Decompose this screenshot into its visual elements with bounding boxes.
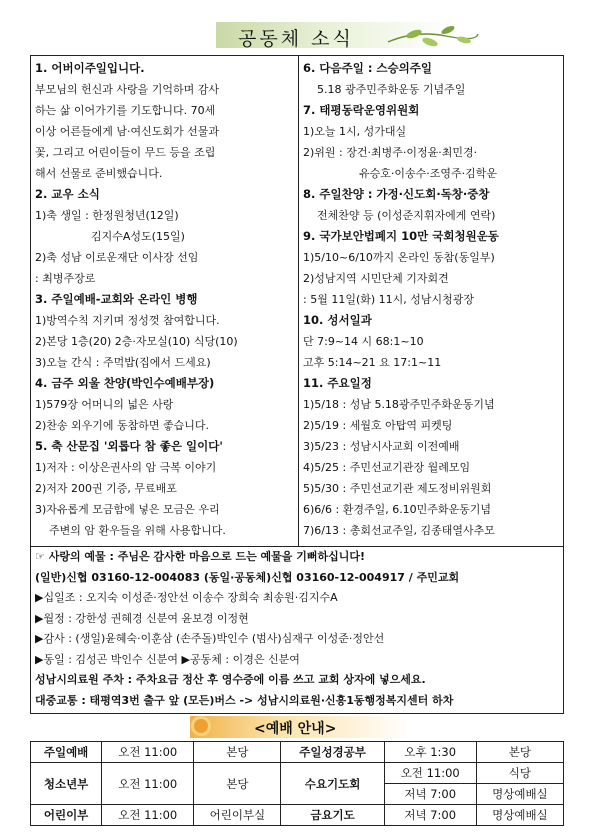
right-col-heading: 7. 태평동락운영위원회 bbox=[303, 103, 420, 117]
right-col-heading: 8. 주일찬양 : 가정·신도회·독창·중창 bbox=[303, 187, 490, 201]
left-col-line: 2)저자 200권 기증, 무료배포 bbox=[35, 482, 177, 495]
offering-line: ▶십일조 : 오지숙 이성준·정안선 이송수 장희숙 최송원·김지수A bbox=[35, 591, 338, 604]
news-box bbox=[30, 55, 564, 547]
flower-icon bbox=[194, 719, 208, 733]
left-col-line: : 최병주장로 bbox=[35, 272, 96, 285]
schedule-cell: 청소년부 bbox=[31, 763, 102, 805]
offering-line: ☞ 사랑의 예물 : 주님은 감사한 마음으로 드는 예물을 기뻐하십니다! bbox=[35, 550, 366, 563]
schedule-cell: 식당 bbox=[476, 763, 563, 784]
worship-schedule-table bbox=[30, 741, 564, 826]
right-col-heading: 11. 주요일정 bbox=[303, 376, 372, 390]
right-col-heading: 10. 성서일과 bbox=[303, 313, 372, 327]
left-col-line: 꽃, 그리고 어린이들이 무드 등을 조립 bbox=[35, 146, 216, 159]
right-col-line: : 5월 11일(화) 11시, 성남시청광장 bbox=[303, 293, 475, 306]
right-col-line: 5.18 광주민주화운동 기념주일 bbox=[317, 83, 466, 96]
offering-line: (일반)신협 03160-12-004083 (동일·공동체)신협 03160-12-004917 / 주민교회 bbox=[35, 570, 460, 584]
left-col-heading: 5. 축 산문집 '외롭다 참 좋은 일이다' bbox=[35, 439, 223, 453]
left-col-line: 1)579장 어머니의 넓은 사랑 bbox=[35, 398, 174, 411]
left-col-line: 1)방역수칙 지키며 정성껏 참여합니다. bbox=[35, 314, 220, 327]
right-col-line: 단 7:9~14 시 68:1~10 bbox=[303, 335, 424, 348]
schedule-cell: 오전 11:00 bbox=[102, 742, 194, 763]
schedule-cell: 저녁 7:00 bbox=[384, 784, 476, 805]
leaf-decoration-icon bbox=[386, 20, 480, 54]
right-col-line: 1)5/18 : 성남 5.18광주민주화운동기념 bbox=[303, 398, 495, 411]
right-col-line: 7)6/13 : 총회선교주일, 김종태열사추모 bbox=[303, 524, 495, 537]
left-col-heading: 3. 주일예배-교회와 온라인 병행 bbox=[35, 292, 198, 306]
schedule-cell: 주일성경공부 bbox=[281, 742, 384, 763]
offering-section bbox=[30, 545, 564, 714]
schedule-cell: 명상예배실 bbox=[476, 805, 563, 826]
right-col-line: 3)5/23 : 성남시사교회 이전예배 bbox=[303, 440, 460, 453]
schedule-cell: 오전 11:00 bbox=[384, 763, 476, 784]
left-col-line: 3)자유롭게 모금함에 넣은 모금은 우리 bbox=[35, 503, 220, 516]
right-col-line: 2)위원 : 장건·최병주·이정윤·최민경· bbox=[303, 146, 478, 159]
right-col-line: 고후 5:14~21 요 17:1~11 bbox=[303, 356, 442, 369]
left-col-line: 2)축 성남 이로운재단 이사장 선임 bbox=[35, 251, 199, 264]
right-col-line: 5)5/30 : 주민선교기관 제도정비위원회 bbox=[303, 482, 492, 495]
right-col-line: 1)5/10~6/10까지 온라인 동참(동일부) bbox=[303, 251, 495, 264]
schedule-cell: 저녁 7:00 bbox=[384, 805, 476, 826]
left-col-line: 해서 선물로 준비했습니다. bbox=[35, 167, 163, 180]
schedule-title: <예배 안내> bbox=[254, 721, 337, 737]
right-col-heading: 6. 다음주일 : 스승의주일 bbox=[303, 61, 432, 75]
schedule-cell: 명상예배실 bbox=[476, 784, 563, 805]
offering-line: ▶동일 : 김성곤 박인수 신분여 ▶공동체 : 이경은 신분여 bbox=[35, 652, 300, 666]
right-col-line: 2)성남지역 시민단체 기자회견 bbox=[303, 272, 449, 285]
left-col-heading: 1. 어버이주일입니다. bbox=[35, 61, 145, 75]
left-col-line: 2)본당 1층(20) 2층·자모실(10) 식당(10) bbox=[35, 335, 238, 348]
offering-line: ▶감사 : (생일)윤혜숙·이훈삼 (손주돌)박인수 (범사)심재구 이성준·정안선 bbox=[35, 632, 385, 645]
schedule-cell: 오전 11:00 bbox=[102, 805, 194, 826]
left-col-line: 김지수A성도(15일) bbox=[91, 230, 185, 243]
right-col-line: 6)6/6 : 환경주일, 6.10민주화운동기념 bbox=[303, 503, 492, 516]
right-col-line: 4)5/25 : 주민선교기관장 월례모임 bbox=[303, 461, 471, 474]
schedule-cell: 금요기도 bbox=[281, 805, 384, 826]
left-column bbox=[31, 56, 298, 546]
schedule-cell: 본당 bbox=[194, 742, 281, 763]
table-row bbox=[31, 763, 564, 784]
left-col-line: 하는 삶 이어가기를 기도합니다. 70세 bbox=[35, 104, 216, 117]
schedule-cell: 주일예배 bbox=[31, 742, 102, 763]
schedule-cell: 어린이부실 bbox=[194, 805, 281, 826]
left-col-line: 3)오늘 간식 : 주먹밥(집에서 드세요) bbox=[35, 356, 211, 369]
left-col-line: 주변의 암 환우들을 위해 사용합니다. bbox=[49, 524, 226, 537]
schedule-cell: 본당 bbox=[194, 763, 281, 805]
left-col-line: 부모님의 헌신과 사랑을 기억하며 감사 bbox=[35, 83, 220, 96]
right-col-line: 1)오늘 1시, 성가대실 bbox=[303, 125, 407, 138]
schedule-banner bbox=[190, 716, 410, 738]
offering-line: 대중교통 : 태평역3번 출구 앞 (모든)버스 -> 성남시의료원·신흥1동행정복지센터 하차 bbox=[35, 693, 454, 707]
schedule-cell: 수요기도회 bbox=[281, 763, 384, 805]
schedule-cell: 오후 1:30 bbox=[384, 742, 476, 763]
left-col-heading: 2. 교우 소식 bbox=[35, 187, 100, 201]
offering-line: 성남시의료원 주차 : 주차요금 정산 후 영수증에 이름 쓰고 교회 상자에 넣으세요. bbox=[35, 673, 426, 686]
right-col-line: 2)5/19 : 세월호 아탑역 피켓팅 bbox=[303, 419, 453, 432]
schedule-cell: 어린이부 bbox=[31, 805, 102, 826]
table-row bbox=[31, 805, 564, 826]
left-col-heading: 4. 금주 외울 찬양(박인수예배부장) bbox=[35, 376, 215, 390]
left-col-line: 1)축 생일 : 한정원청년(12일) bbox=[35, 209, 179, 222]
right-col-line: 유승호·이송수·조영주·김학운 bbox=[359, 167, 498, 180]
right-col-line: 전체찬양 등 (이성준지휘자에게 연락) bbox=[317, 209, 496, 222]
offering-line: ▶월정 : 강한성 권혜경 신분여 윤보경 이정현 bbox=[35, 611, 249, 625]
schedule-cell: 본당 bbox=[476, 742, 563, 763]
page-title: 공동체 소식 bbox=[238, 28, 354, 50]
left-col-line: 2)찬송 외우기에 동참하면 좋습니다. bbox=[35, 419, 210, 432]
table-row bbox=[31, 742, 564, 763]
right-col-heading: 9. 국가보안법폐지 10만 국회청원운동 bbox=[303, 229, 499, 243]
left-col-line: 1)저자 : 이상은권사의 암 극복 이야기 bbox=[35, 461, 217, 474]
left-col-line: 이상 어른들에게 남·여신도회가 선물과 bbox=[35, 125, 220, 138]
right-column bbox=[299, 56, 563, 546]
schedule-cell: 오전 11:00 bbox=[102, 763, 194, 805]
